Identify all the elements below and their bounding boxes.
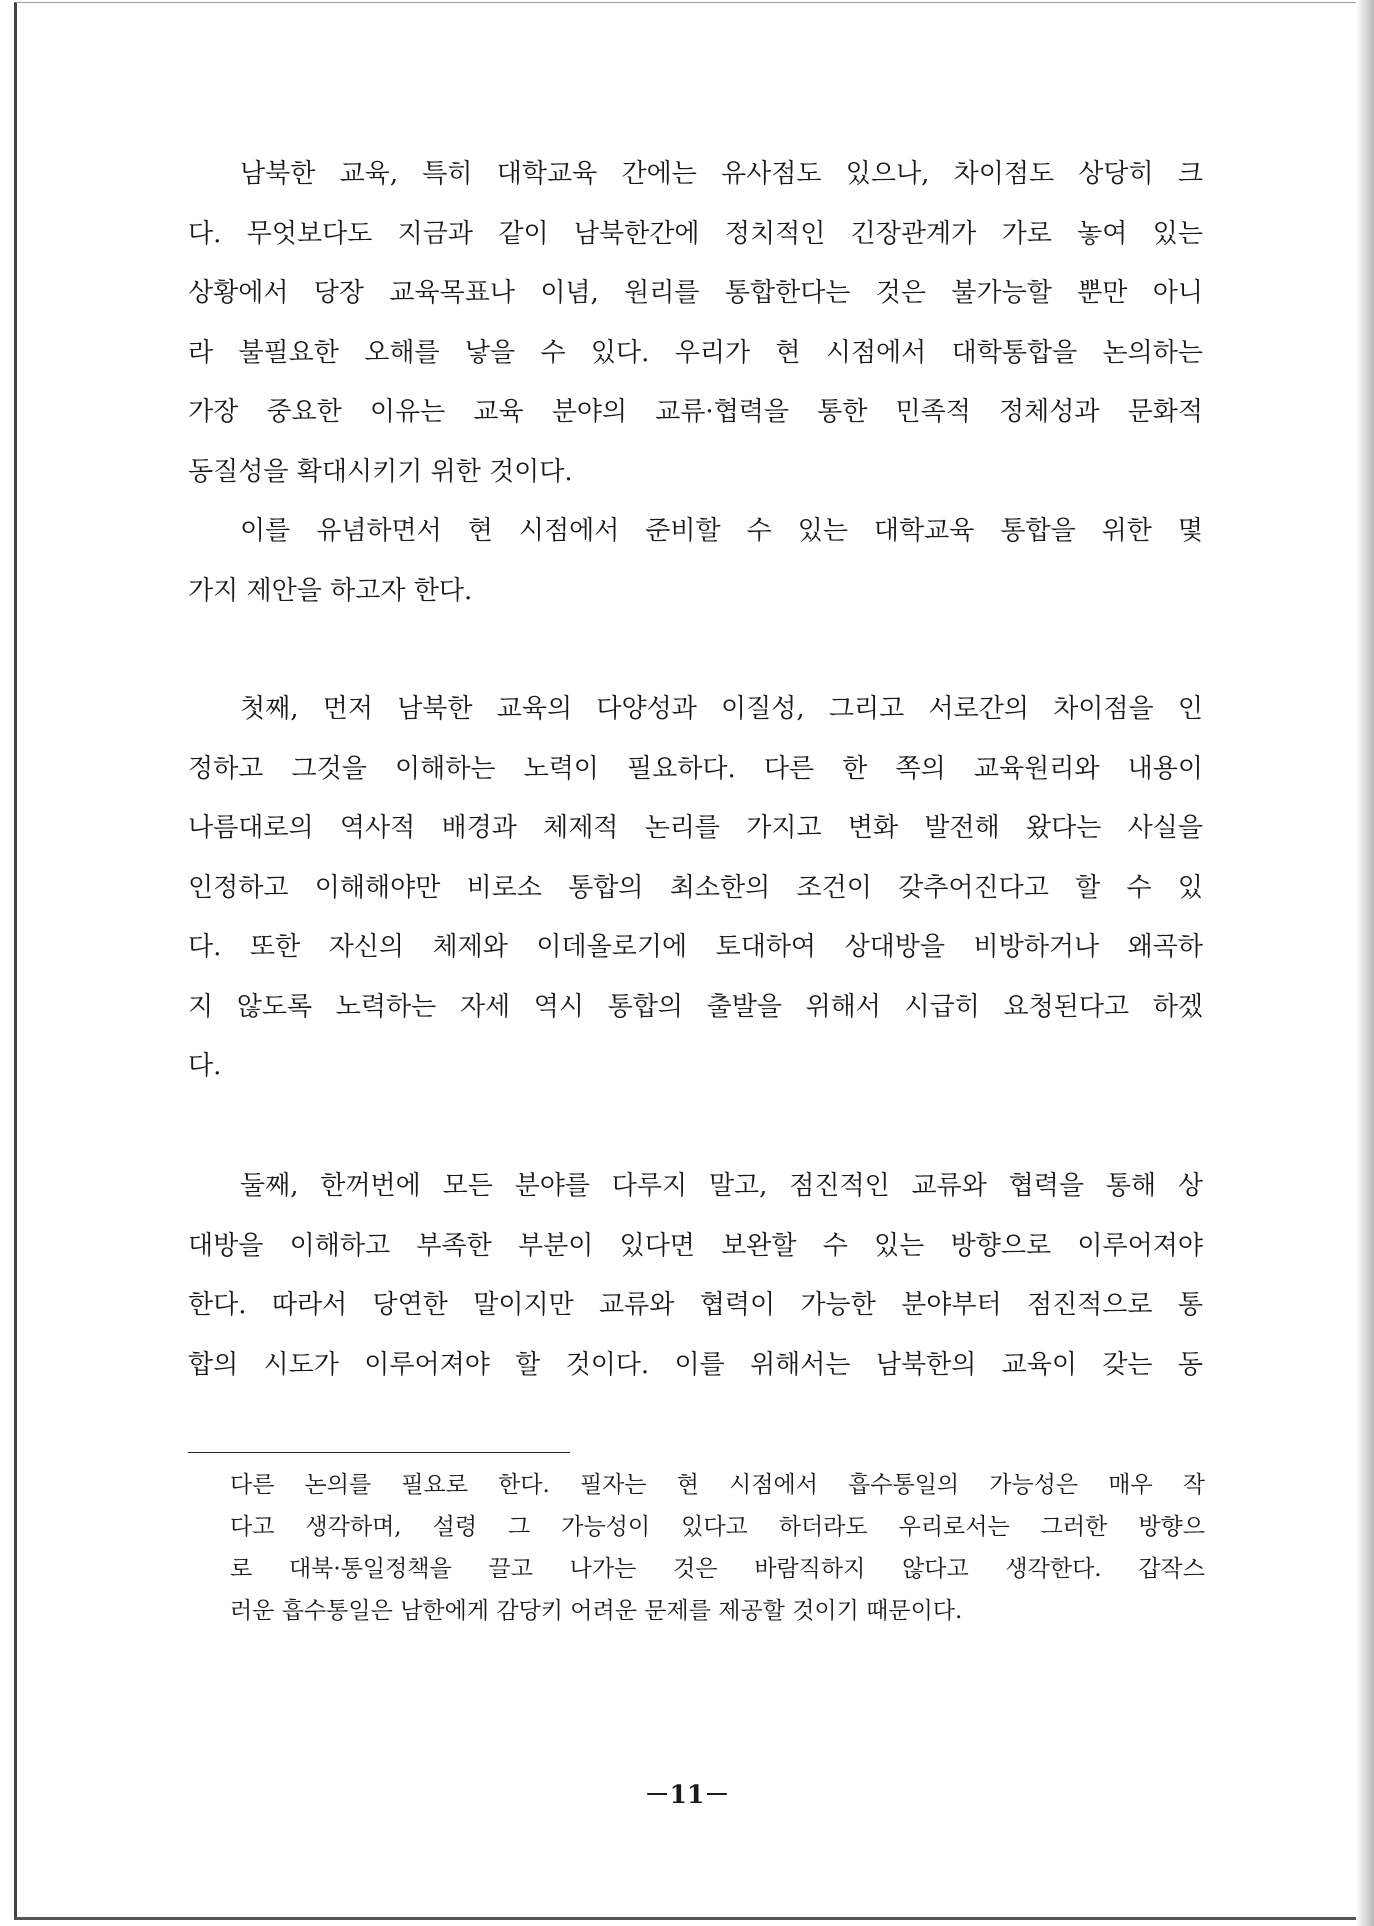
text-line: 한다. 따라서 당연한 말이지만 교류와 협력이 가능한 분야부터 점진적으로 통 (188, 1290, 1203, 1320)
text-line: 가장 중요한 이유는 교육 분야의 교류·협력을 통한 민족적 정체성과 문화적 (188, 397, 1203, 427)
text-line: 다. 무엇보다도 지금과 같이 남북한간에 정치적인 긴장관계가 가로 놓여 있는 (188, 218, 1203, 249)
text-line: 동질성을 확대시키기 위한 것이다. (188, 456, 573, 487)
text-line: 정하고 그것을 이해하는 노력이 필요하다. 다른 한 쪽의 교육원리와 내용이 (188, 753, 1203, 784)
footnote-line: 러운 흡수통일은 남한에게 감당키 어려운 문제를 제공할 것이기 때문이다. (230, 1598, 963, 1624)
text-line: 인정하고 이해해야만 비로소 통합의 최소한의 조건이 갖추어진다고 할 수 있 (188, 872, 1203, 903)
footnote-line: 로 대북·통일정책을 끌고 나가는 것은 바람직하지 않다고 생각한다. 갑작스 (230, 1556, 1205, 1582)
text-line: 가지 제안을 하고자 한다. (188, 575, 473, 606)
paragraph-1 (188, 145, 1203, 502)
paragraph-2 (188, 502, 1203, 621)
paragraph-4 (188, 1157, 1203, 1395)
paragraph-3 (188, 680, 1203, 1097)
text-line: 첫째, 먼저 남북한 교육의 다양성과 이질성, 그리고 서로간의 차이점을 인 (240, 694, 1203, 724)
text-line: 둘째, 한꺼번에 모든 분야를 다루지 말고, 점진적인 교류와 협력을 통해 상 (240, 1171, 1203, 1201)
text-line: 다. (188, 1051, 222, 1081)
page-number: －11－ (644, 1780, 730, 1809)
footnote-line: 다른 논의를 필요로 한다. 필자는 현 시점에서 흡수통일의 가능성은 매우 작 (230, 1472, 1205, 1498)
text-line: 나름대로의 역사적 배경과 체제적 논리를 가지고 변화 발전해 왔다는 사실을 (188, 813, 1203, 843)
text-line: 다. 또한 자신의 체제와 이데올로기에 토대하여 상대방을 비방하거나 왜곡하 (188, 932, 1203, 962)
text-line: 지 않도록 노력하는 자세 역시 통합의 출발을 위해서 시급히 요청된다고 하겠 (188, 991, 1203, 1022)
text-line: 라 불필요한 오해를 낳을 수 있다. 우리가 현 시점에서 대학통합을 논의하는 (188, 337, 1203, 368)
text-line: 남북한 교육, 특히 대학교육 간에는 유사점도 있으나, 차이점도 상당히 크 (240, 159, 1203, 189)
page-edge-shadow (1356, 0, 1374, 1926)
text-line: 합의 시도가 이루어져야 할 것이다. 이를 위해서는 남북한의 교육이 갖는 동 (188, 1349, 1203, 1380)
text-line: 상황에서 당장 교육목표나 이념, 원리를 통합한다는 것은 불가능할 뿐만 아니 (188, 278, 1203, 308)
footnote-divider (188, 1452, 570, 1453)
text-line: 이를 유념하면서 현 시점에서 준비할 수 있는 대학교육 통합을 위한 몇 (240, 516, 1203, 546)
footnote-line: 다고 생각하며, 설령 그 가능성이 있다고 하더라도 우리로서는 그러한 방향으 (230, 1514, 1205, 1540)
text-line: 대방을 이해하고 부족한 부분이 있다면 보완할 수 있는 방향으로 이루어져야 (188, 1230, 1203, 1261)
footnote (230, 1464, 1205, 1632)
